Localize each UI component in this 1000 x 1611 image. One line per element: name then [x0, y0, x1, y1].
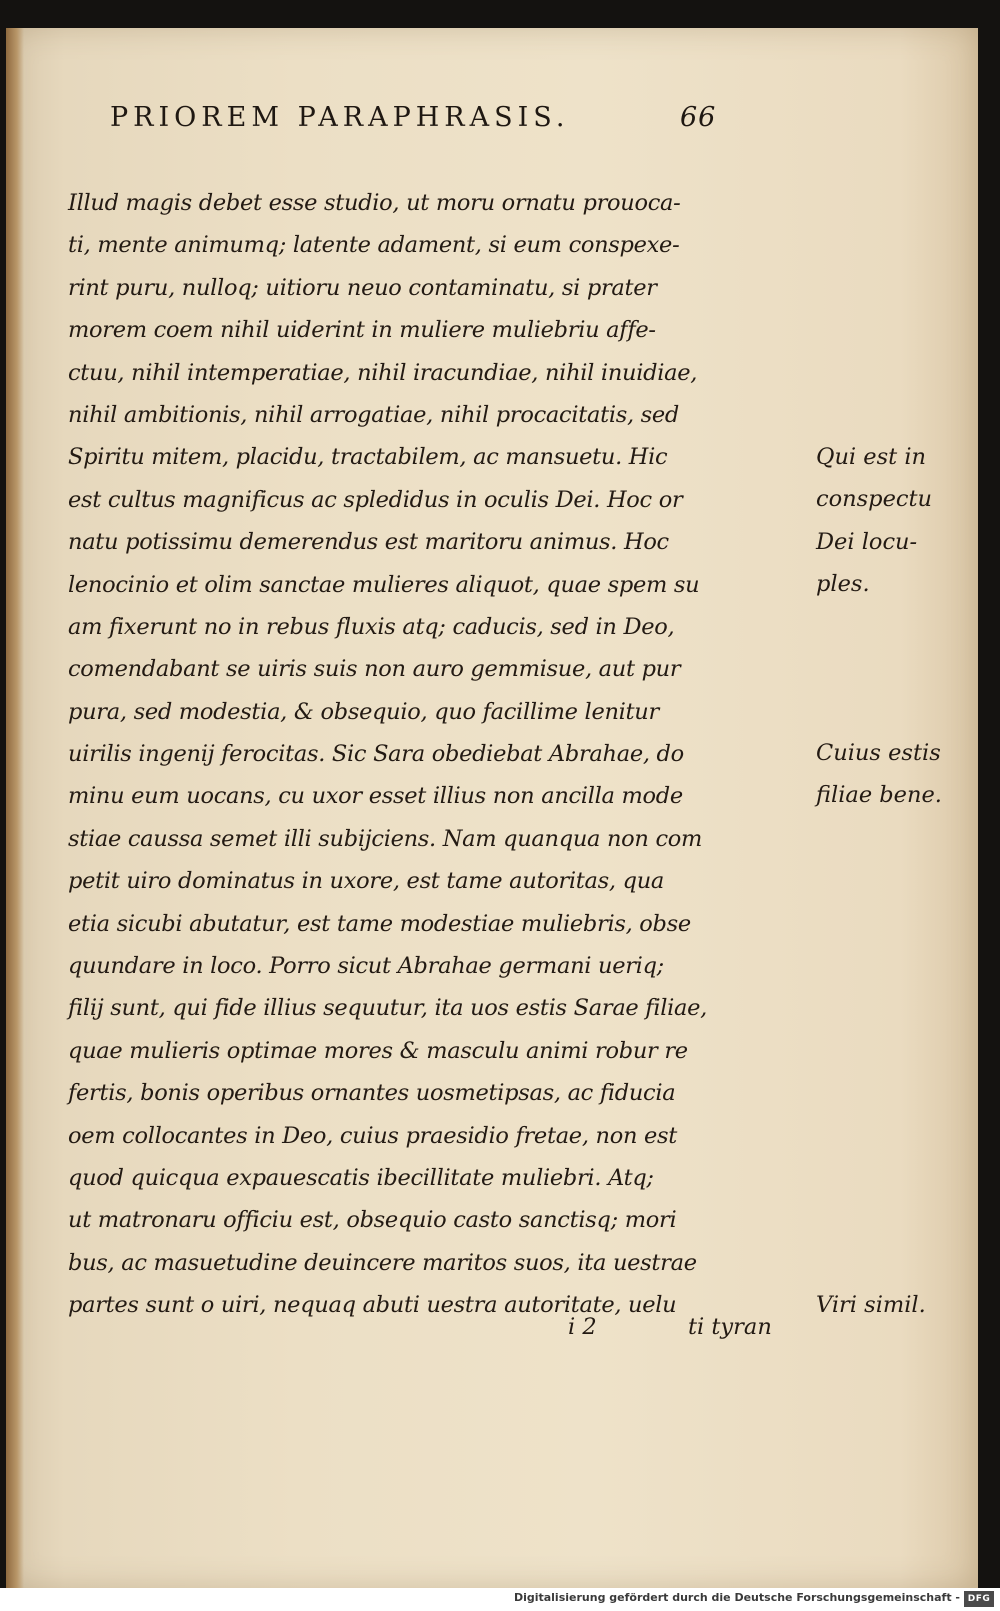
- text-line: lenocinio et olim sanctae mulieres aliquot, quae spem su: [68, 571, 700, 598]
- margin-note-cuius-estis: [816, 732, 942, 817]
- text-line: est cultus magnificus ac spledidus in oculis Dei. Hoc or: [68, 486, 683, 513]
- running-title: PRIOREM PARAPHRASIS.: [110, 102, 570, 133]
- margin-note-line: Cuius estis: [816, 740, 941, 766]
- text-line: partes sunt o uiri, nequaq abuti uestra autoritate, uelu: [68, 1292, 677, 1319]
- text-line: minu eum uocans, cu uxor esset illius non ancilla mode: [68, 783, 683, 810]
- text-line: ti, mente animumq; latente adament, si eum conspexe-: [68, 232, 680, 259]
- text-line: stiae caussa semet illi subijciens. Nam quanqua non com: [68, 825, 703, 852]
- text-line: filij sunt, qui fide illius sequutur, ita uos estis Sarae filiae,: [68, 995, 707, 1022]
- text-line: etia sicubi abutatur, est tame modestiae muliebris, obse: [68, 910, 691, 937]
- footer-bar: [0, 1588, 1000, 1611]
- text-line: natu potissimu demerendus est maritoru animus. Hoc: [68, 529, 669, 556]
- folio-number: 66: [680, 102, 717, 133]
- running-head: [110, 102, 750, 142]
- catchword: ti tyran: [688, 1314, 772, 1340]
- text-line: bus, ac masuetudine deuincere maritos suos, ita uestrae: [68, 1249, 697, 1276]
- text-line: ctuu, nihil intemperatiae, nihil iracundiae, nihil inuidiae,: [68, 359, 698, 386]
- text-line: am fixerunt no in rebus fluxis atq; caducis, sed in Deo,: [68, 613, 675, 640]
- text-line: quae mulieris optimae mores & masculu animi robur re: [68, 1037, 688, 1064]
- margin-note-line: Viri simil.: [816, 1292, 926, 1318]
- text-line: ut matronaru officiu est, obsequio casto sanctisq; mori: [68, 1207, 677, 1234]
- text-line: morem coem nihil uiderint in muliere muliebriu affe-: [68, 317, 656, 344]
- text-line: petit uiro dominatus in uxore, est tame autoritas, qua: [68, 868, 665, 895]
- margin-note-viri-simil: [816, 1284, 926, 1326]
- text-line: quod quicqua expauescatis ibecillitate muliebri. Atq;: [68, 1164, 654, 1191]
- binding-edge: [6, 28, 24, 1588]
- text-line: nihil ambitionis, nihil arrogatiae, nihil procacitatis, sed: [68, 401, 680, 428]
- margin-note-line: ples.: [816, 571, 870, 598]
- text-line: pura, sed modestia, & obsequio, quo facillime lenitur: [68, 698, 659, 725]
- text-line: Illud magis debet esse studio, ut moru ornatu prouoca-: [68, 190, 681, 216]
- dfg-logo-icon: DFG: [964, 1591, 994, 1607]
- text-line: uirilis ingenij ferocitas. Sic Sara obediebat Abrahae, do: [68, 741, 684, 768]
- margin-note-line: conspectu: [816, 486, 933, 513]
- margin-note-line: Qui est in: [816, 444, 927, 470]
- margin-note-line: filiae bene.: [816, 782, 942, 809]
- margin-note-line: Dei locu-: [816, 528, 918, 555]
- text-line: fertis, bonis operibus ornantes uosmetipsas, ac fiducia: [68, 1080, 676, 1107]
- funding-credit: Digitalisierung gefördert durch die Deutsche Forschungsgemeinschaft -: [513, 1591, 960, 1604]
- text-line: comendabant se uiris suis non auro gemmisue, aut pur: [68, 656, 681, 683]
- margin-note-qui-est: [816, 436, 932, 606]
- text-line: rint puru, nulloq; uitioru neuo contaminatu, si prater: [68, 274, 657, 301]
- book-page: [6, 28, 978, 1588]
- text-line: oem collocantes in Deo, cuius praesidio fretae, non est: [68, 1122, 678, 1149]
- catchline: [68, 1314, 828, 1356]
- text-line: Spiritu mitem, placidu, tractabilem, ac mansuetu. Hic: [68, 444, 668, 471]
- signature-mark: i 2: [568, 1314, 597, 1340]
- text-line: quundare in loco. Porro sicut Abrahae germani ueriq;: [68, 953, 664, 980]
- body-text: [68, 182, 942, 1340]
